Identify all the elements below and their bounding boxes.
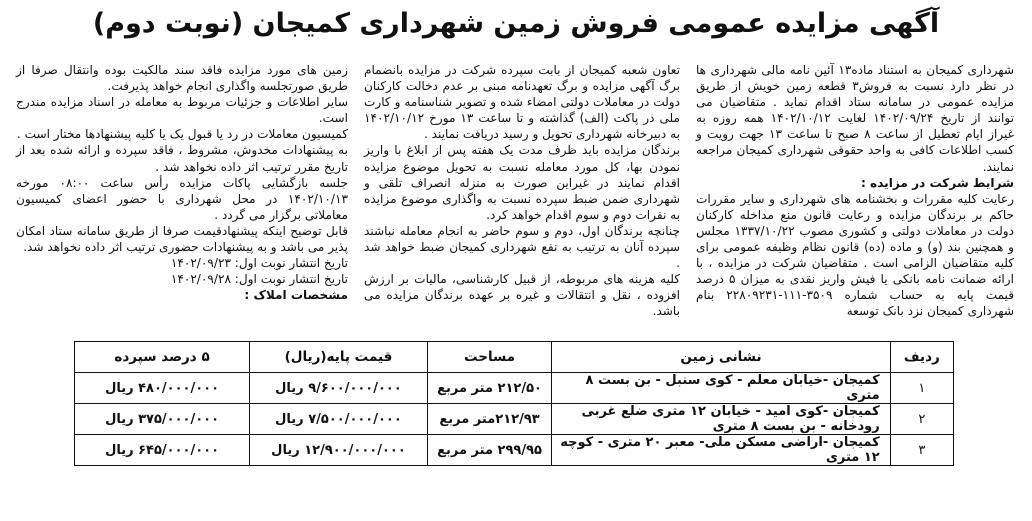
middle-paragraph-2: برندگان مزایده باید ظرف مدت یک هفته پس از ابلاغ با واریز نمودن بها، کل مورد معامله نسبت به تحویل موضوع مزایده اقدام نمایند در غیراین صورت به منزله انصراف تلقی و شهرداری ضمن ضبط سپرده نسبت به واگذاری موضوع مزایده به نفرات دوم و سوم اقدام خواهد کرد. (364, 143, 680, 222)
left-paragraph-5: جلسه بازگشایی پاکات مزایده رأس ساعت ۰۸:۰۰ مورخه ۱۴۰۲/۱۰/۱۳ در محل شهرداری با حضور اعضای کمیسیون معاملاتی برگزار می گردد . (16, 175, 348, 222)
header-address: نشانی زمین (552, 342, 890, 373)
left-paragraph-3: کمیسیون معاملات در رد یا قبول یک یا کلیه پیشنهادها مختار است . (16, 127, 348, 142)
intro-paragraph: شهرداری کمیجان به استناد ماده۱۳ آئین نامه مالی شهرداری ها در نظر دارد نسبت به فروش۳ قطعه زمین خویش از طریق مزایده عمومی در سامانه ستاد اقدام نماید . متقاضیان می توانند از تاریخ ۱۴۰۲/۰۹/۲۴ لغایت ۱۴۰۲/۱۰/۱۲ همه روزه به غیراز ایام تعطیل از ساعت ۸ صبح تا ساعت ۱۳ جهت رویت و کسب اطلاعات کافی به واحد حقوقی شهرداری کمیجان مراجعه نمایند. (696, 63, 1014, 174)
publish-date-2: تاریخ انتشار نوبت اول: ۱۴۰۲/۰۹/۲۸ (170, 272, 348, 287)
row-address: کمیجان -خیابان معلم - کوی سنبل - بن بست ۸ متری (552, 373, 890, 404)
row-address: کمیجان -کوی امید - خیابان ۱۲ متری ضلع غربی رودخانه - بن بست ۸ متری (552, 404, 890, 435)
middle-paragraph-3: چنانچه برندگان اول، دوم و سوم حاضر به انجام معامله نباشند سپرده آنان به ترتیب به نفع شهرداری کمیجان ضبط خواهد شد . (364, 223, 680, 271)
table-row (75, 373, 954, 404)
left-paragraph-6: قابل توضیح اینکه پیشنهادقیمت صرفا از طریق سامانه ستاد امکان پذیر می باشد و به پیشنهادات حضوری ترتیب اثر داده نخواهد شد. (16, 223, 348, 255)
header-area: مساحت (427, 342, 551, 373)
conditions-heading: شرایط شرکت در مزایده : (861, 175, 1014, 190)
row-number: ۳ (890, 435, 953, 466)
table-row (75, 404, 954, 435)
middle-paragraph-1: تعاون شعبه کمیجان از بابت سپرده شرکت در مزایده بانضمام برگ آگهی مزایده و برگ تعهدنامه مبنی بر عدم دخالت کارکنان دولت در معاملات دولتی امضاء شده و تصویر شناسنامه و کارت ملی در پاکت (الف) گذاشته و تا ساعت ۱۳ مورخ ۱۴۰۲/۱۰/۱۲ به دبیرخانه شهرداری تحویل و رسید دریافت نمایند . (364, 63, 681, 142)
row-area: ۲۱۲/۹۳متر مربع (427, 404, 551, 435)
table-row (75, 435, 954, 466)
publish-date-1: تاریخ انتشار نوبت اول: ۱۴۰۲/۰۹/۲۳ (170, 256, 348, 271)
row-number: ۲ (890, 404, 953, 435)
row-number: ۱ (890, 373, 953, 404)
column-left (16, 62, 348, 303)
column-middle (364, 62, 680, 320)
row-address: کمیجان -اراضی مسکن ملی- معبر ۲۰ متری - کوچه ۱۲ متری (552, 435, 890, 466)
row-base-price: ۷/۵۰۰/۰۰۰/۰۰۰ ریال (250, 404, 428, 435)
row-deposit: ۴۸۰/۰۰۰/۰۰۰ ریال (75, 373, 250, 404)
header-row-number: ردیف (890, 342, 953, 373)
row-deposit: ۶۴۵/۰۰۰/۰۰۰ ریال (75, 435, 250, 466)
left-paragraph-2: سایر اطلاعات و جزئیات مربوط به معامله در اسناد مزایده مندرج است. (16, 95, 348, 126)
conditions-paragraph: رعایت کلیه مقررات و بخشنامه های شهرداری و سایر مقررات حاکم بر برندگان مزایده و رعایت قانون منع مداخله کارکنان دولت در معاملات دولتی و کشوری مصوب ۱۳۳۷/۱۰/۲۲ مجلس و همچنین بند (و) و ماده (ده) قانون نظام وظیفه عمومی برای کلیه متقاضیان الزامی است . متقاضیان شرکت در مزایده ، با ارائه ضمانت نامه بانکی یا فیش واریز نقدی به میزان ۵ درصد قیمت پایه به حساب شماره ۳۵۰۹-۱۱۱-۲۲۸۰۹۲۳۱ بنام شهرداری کمیجان نزد بانک توسعه (696, 191, 1014, 319)
header-deposit: ۵ درصد سپرده (75, 342, 250, 373)
row-base-price: ۹/۶۰۰/۰۰۰/۰۰۰ ریال (250, 373, 428, 404)
properties-table (74, 341, 954, 466)
left-paragraph-4: به پیشنهادات مخدوش، مشروط ، فاقد سپرده و ارائه شده بعد از تاریخ مقرر ترتیب اثر داده نخواهد شد . (16, 143, 348, 174)
column-right (696, 62, 1014, 320)
left-paragraph-1: زمین های مورد مزایده فاقد سند مالکیت بوده وانتقال صرفا از طریق صورتجلسه واگذاری انجام خواهد پذیرفت. (16, 63, 348, 94)
row-area: ۲۹۹/۹۵ متر مربع (427, 435, 551, 466)
properties-heading: مشخصات املاک : (244, 288, 348, 303)
page-title: آگهی مزایده عمومی فروش زمین شهرداری کمیجان (نوبت دوم) (92, 8, 940, 39)
properties-table-wrapper (74, 341, 954, 466)
table-header-row (75, 342, 954, 373)
header-base-price: قیمت پایه(ریال) (250, 342, 428, 373)
row-deposit: ۳۷۵/۰۰۰/۰۰۰ ریال (75, 404, 250, 435)
middle-paragraph-4: کلیه هزینه های مربوطه، از قبیل کارشناسی، مالیات بر ارزش افزوده ، نقل و انتقالات و غیره بر عهده برندگان مزایده می باشد. (364, 272, 680, 319)
row-base-price: ۱۲/۹۰۰/۰۰۰/۰۰۰ ریال (250, 435, 428, 466)
row-area: ۲۱۲/۵۰ متر مربع (427, 373, 551, 404)
